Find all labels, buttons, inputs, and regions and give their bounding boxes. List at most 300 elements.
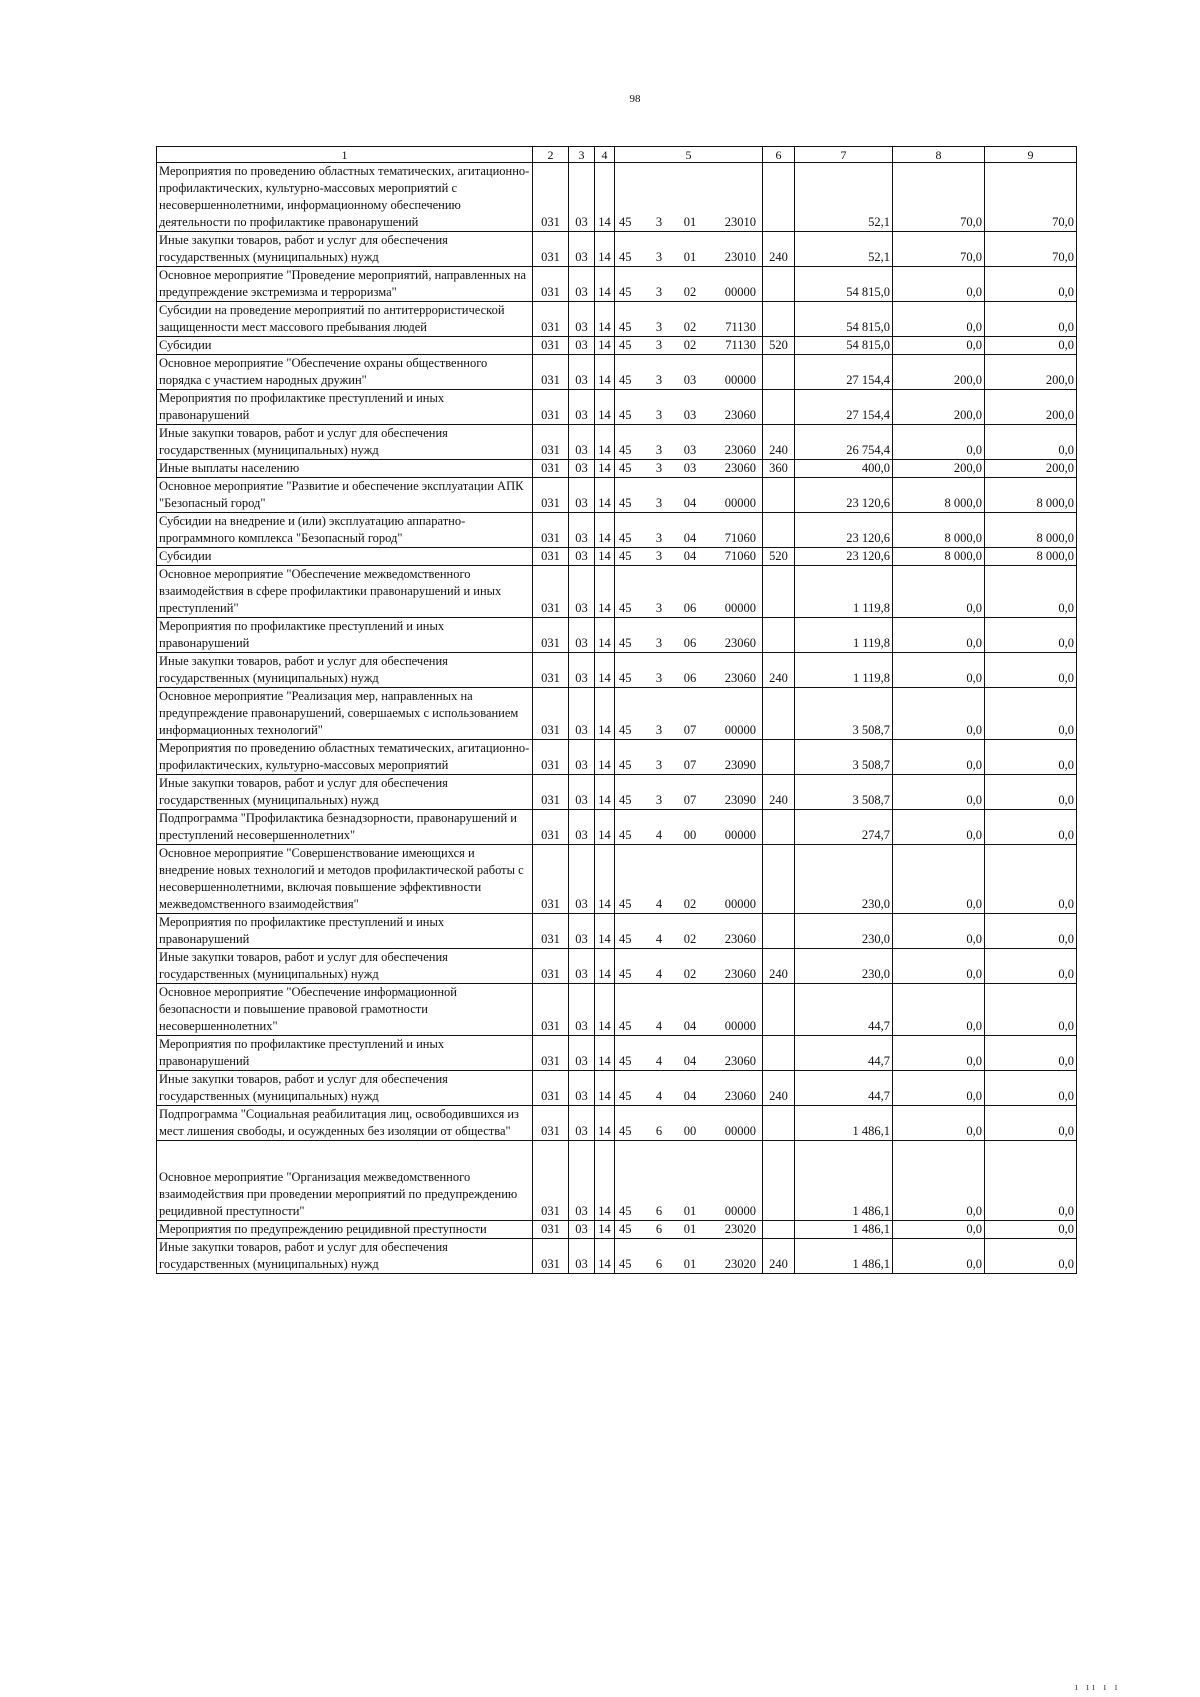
cell-col-5 <box>615 460 763 478</box>
code-part-p1: 45 <box>619 758 632 772</box>
code-part-p3: 02 <box>683 320 697 334</box>
row-name: Мероприятия по проведению областных тематических, агитационно-профилактических, культурно-массовых мероприятий с несовершеннолетними, информационному обеспечению деятельности по профилактике правонарушений <box>157 163 533 232</box>
cell-col-2: 031 <box>533 1036 569 1071</box>
target-article-code <box>617 827 760 844</box>
cell-col-2: 031 <box>533 1141 569 1221</box>
cell-col-6 <box>763 740 795 775</box>
code-part-p3: 02 <box>683 338 697 352</box>
cell-col-9: 8 000,0 <box>985 478 1077 513</box>
cell-col-4: 14 <box>595 355 615 390</box>
cell-col-2: 031 <box>533 232 569 267</box>
cell-col-8: 70,0 <box>893 232 985 267</box>
cell-col-3: 03 <box>569 566 595 618</box>
code-part-p4: 00000 <box>724 285 756 299</box>
cell-col-3: 03 <box>569 548 595 566</box>
cell-col-2: 031 <box>533 984 569 1036</box>
cell-col-3: 03 <box>569 478 595 513</box>
cell-col-6: 240 <box>763 949 795 984</box>
cell-col-7: 230,0 <box>795 914 893 949</box>
row-name: Подпрограмма "Профилактика безнадзорности, правонарушений и преступлений несовершеннолетних" <box>157 810 533 845</box>
target-article-code <box>617 1221 760 1238</box>
code-part-p4: 23060 <box>724 967 756 981</box>
cell-col-3: 03 <box>569 914 595 949</box>
code-part-p2: 6 <box>655 1204 663 1218</box>
column-header-6: 6 <box>763 147 795 163</box>
cell-col-7: 3 508,7 <box>795 688 893 740</box>
code-part-p2: 3 <box>655 338 663 352</box>
cell-col-2: 031 <box>533 337 569 355</box>
code-part-p1: 45 <box>619 636 632 650</box>
cell-col-9: 0,0 <box>985 1221 1077 1239</box>
cell-col-2: 031 <box>533 775 569 810</box>
cell-col-6 <box>763 845 795 914</box>
cell-col-3: 03 <box>569 1036 595 1071</box>
cell-col-4: 14 <box>595 810 615 845</box>
target-article-code <box>617 1123 760 1140</box>
code-part-p2: 3 <box>655 443 663 457</box>
row-name: Основное мероприятие "Организация межведомственного взаимодействия при проведении мероприятий по предупреждению рецидивной преступности" <box>157 1141 533 1221</box>
cell-col-7: 44,7 <box>795 984 893 1036</box>
cell-col-3: 03 <box>569 1221 595 1239</box>
table-row <box>157 1221 1077 1239</box>
cell-col-5 <box>615 355 763 390</box>
table-row <box>157 425 1077 460</box>
code-part-p2: 3 <box>655 373 663 387</box>
code-part-p2: 3 <box>655 250 663 264</box>
cell-col-9: 8 000,0 <box>985 548 1077 566</box>
table-row <box>157 1036 1077 1071</box>
table-row <box>157 390 1077 425</box>
cell-col-5 <box>615 653 763 688</box>
cell-col-6 <box>763 1036 795 1071</box>
cell-col-6: 240 <box>763 775 795 810</box>
code-part-p4: 23060 <box>724 1089 756 1103</box>
code-part-p3: 03 <box>683 373 697 387</box>
cell-col-9: 70,0 <box>985 163 1077 232</box>
code-part-p3: 03 <box>683 461 697 475</box>
cell-col-6 <box>763 478 795 513</box>
cell-col-3: 03 <box>569 390 595 425</box>
cell-col-6 <box>763 302 795 337</box>
cell-col-8: 0,0 <box>893 1221 985 1239</box>
cell-col-9: 0,0 <box>985 653 1077 688</box>
code-part-p3: 01 <box>683 1257 697 1271</box>
row-name: Иные закупки товаров, работ и услуг для обеспечения государственных (муниципальных) нужд <box>157 949 533 984</box>
target-article-code <box>617 931 760 948</box>
cell-col-6: 360 <box>763 460 795 478</box>
cell-col-7: 23 120,6 <box>795 513 893 548</box>
code-part-p2: 3 <box>655 531 663 545</box>
cell-col-4: 14 <box>595 267 615 302</box>
code-part-p1: 45 <box>619 967 632 981</box>
cell-col-5 <box>615 1106 763 1141</box>
cell-col-7: 3 508,7 <box>795 775 893 810</box>
code-part-p4: 71130 <box>725 338 756 352</box>
cell-col-4: 14 <box>595 688 615 740</box>
code-part-p4: 00000 <box>724 601 756 615</box>
table-row <box>157 914 1077 949</box>
cell-col-3: 03 <box>569 355 595 390</box>
code-part-p4: 00000 <box>724 723 756 737</box>
code-part-p4: 23010 <box>724 215 756 229</box>
table-row <box>157 949 1077 984</box>
code-part-p2: 6 <box>655 1124 663 1138</box>
cell-col-4: 14 <box>595 740 615 775</box>
code-part-p4: 23060 <box>724 932 756 946</box>
cell-col-8: 0,0 <box>893 1071 985 1106</box>
target-article-code <box>617 670 760 687</box>
cell-col-4: 14 <box>595 1071 615 1106</box>
cell-col-3: 03 <box>569 302 595 337</box>
cell-col-3: 03 <box>569 775 595 810</box>
row-name: Основное мероприятие "Проведение мероприятий, направленных на предупреждение экстремизма и терроризма" <box>157 267 533 302</box>
row-name: Подпрограмма "Социальная реабилитация лиц, освободившихся из мест лишения свободы, и осужденных без изоляции от общества" <box>157 1106 533 1141</box>
cell-col-6 <box>763 688 795 740</box>
cell-col-3: 03 <box>569 1071 595 1106</box>
cell-col-9: 0,0 <box>985 688 1077 740</box>
cell-col-8: 0,0 <box>893 984 985 1036</box>
cell-col-2: 031 <box>533 1106 569 1141</box>
cell-col-5 <box>615 1036 763 1071</box>
cell-col-8: 0,0 <box>893 949 985 984</box>
code-part-p4: 23060 <box>724 636 756 650</box>
column-header-3: 3 <box>569 147 595 163</box>
target-article-code <box>617 896 760 913</box>
code-part-p4: 23090 <box>724 793 756 807</box>
code-part-p4: 23090 <box>724 758 756 772</box>
code-part-p3: 07 <box>683 723 697 737</box>
cell-col-7: 3 508,7 <box>795 740 893 775</box>
cell-col-2: 031 <box>533 425 569 460</box>
cell-col-9: 0,0 <box>985 618 1077 653</box>
cell-col-5 <box>615 390 763 425</box>
cell-col-9: 0,0 <box>985 337 1077 355</box>
cell-col-9: 200,0 <box>985 355 1077 390</box>
table-row <box>157 653 1077 688</box>
cell-col-3: 03 <box>569 984 595 1036</box>
cell-col-6: 240 <box>763 653 795 688</box>
cell-col-4: 14 <box>595 1106 615 1141</box>
cell-col-6 <box>763 914 795 949</box>
row-name: Субсидии <box>157 548 533 566</box>
code-part-p3: 01 <box>683 250 697 264</box>
cell-col-9: 0,0 <box>985 914 1077 949</box>
code-part-p3: 04 <box>683 496 697 510</box>
code-part-p2: 4 <box>655 967 663 981</box>
target-article-code <box>617 792 760 809</box>
cell-col-3: 03 <box>569 653 595 688</box>
cell-col-2: 031 <box>533 914 569 949</box>
code-part-p3: 06 <box>683 636 697 650</box>
cell-col-9: 0,0 <box>985 1071 1077 1106</box>
code-part-p3: 01 <box>683 215 697 229</box>
cell-col-8: 0,0 <box>893 740 985 775</box>
code-part-p1: 45 <box>619 601 632 615</box>
cell-col-7: 26 754,4 <box>795 425 893 460</box>
target-article-code <box>617 495 760 512</box>
row-name: Иные закупки товаров, работ и услуг для обеспечения государственных (муниципальных) нужд <box>157 232 533 267</box>
cell-col-5 <box>615 337 763 355</box>
column-header-5: 5 <box>615 147 763 163</box>
cell-col-8: 0,0 <box>893 618 985 653</box>
row-name: Основное мероприятие "Обеспечение межведомственного взаимодействия в сфере профилактики правонарушений и иных преступлений" <box>157 566 533 618</box>
table-row <box>157 1106 1077 1141</box>
target-article-code <box>617 757 760 774</box>
cell-col-9: 0,0 <box>985 984 1077 1036</box>
code-part-p3: 00 <box>683 1124 697 1138</box>
code-part-p3: 03 <box>683 443 697 457</box>
code-part-p1: 45 <box>619 549 632 563</box>
table-row <box>157 513 1077 548</box>
table-row <box>157 810 1077 845</box>
code-part-p3: 04 <box>683 531 697 545</box>
code-part-p2: 4 <box>655 897 663 911</box>
row-name: Основное мероприятие "Развитие и обеспечение эксплуатации АПК "Безопасный город" <box>157 478 533 513</box>
table-row <box>157 337 1077 355</box>
cell-col-2: 031 <box>533 1239 569 1274</box>
cell-col-7: 1 486,1 <box>795 1239 893 1274</box>
cell-col-2: 031 <box>533 566 569 618</box>
cell-col-3: 03 <box>569 1106 595 1141</box>
cell-col-4: 14 <box>595 232 615 267</box>
cell-col-4: 14 <box>595 460 615 478</box>
cell-col-8: 8 000,0 <box>893 513 985 548</box>
code-part-p2: 3 <box>655 285 663 299</box>
cell-col-2: 031 <box>533 267 569 302</box>
cell-col-2: 031 <box>533 653 569 688</box>
code-part-p2: 6 <box>655 1257 663 1271</box>
cell-col-7: 44,7 <box>795 1071 893 1106</box>
cell-col-6 <box>763 163 795 232</box>
code-part-p2: 3 <box>655 601 663 615</box>
header-row <box>157 147 1077 163</box>
row-name: Иные выплаты населению <box>157 460 533 478</box>
row-name: Основное мероприятие "Обеспечение информационной безопасности и повышение правовой грамотности несовершеннолетних" <box>157 984 533 1036</box>
target-article-code <box>617 442 760 459</box>
cell-col-2: 031 <box>533 460 569 478</box>
cell-col-8: 0,0 <box>893 1141 985 1221</box>
code-part-p2: 3 <box>655 320 663 334</box>
code-part-p1: 45 <box>619 496 632 510</box>
table-row <box>157 845 1077 914</box>
scan-marks: ı ıı ı ı <box>1075 1682 1121 1693</box>
table-row <box>157 566 1077 618</box>
code-part-p3: 02 <box>683 285 697 299</box>
cell-col-8: 0,0 <box>893 425 985 460</box>
cell-col-9: 0,0 <box>985 810 1077 845</box>
table-row <box>157 1071 1077 1106</box>
code-part-p3: 06 <box>683 601 697 615</box>
cell-col-6: 240 <box>763 232 795 267</box>
row-name: Основное мероприятие "Совершенствование имеющихся и внедрение новых технологий и методов профилактической работы с несовершеннолетними, включая повышение эффективности межведомственного взаимодействия" <box>157 845 533 914</box>
cell-col-5 <box>615 949 763 984</box>
code-part-p1: 45 <box>619 671 632 685</box>
row-name: Мероприятия по проведению областных тематических, агитационно-профилактических, культурно-массовых мероприятий <box>157 740 533 775</box>
target-article-code <box>617 407 760 424</box>
column-header-1: 1 <box>157 147 533 163</box>
code-part-p1: 45 <box>619 1124 632 1138</box>
cell-col-3: 03 <box>569 1141 595 1221</box>
cell-col-8: 0,0 <box>893 302 985 337</box>
cell-col-9: 0,0 <box>985 267 1077 302</box>
cell-col-5 <box>615 548 763 566</box>
cell-col-8: 0,0 <box>893 1036 985 1071</box>
row-name: Иные закупки товаров, работ и услуг для обеспечения государственных (муниципальных) нужд <box>157 1239 533 1274</box>
cell-col-3: 03 <box>569 618 595 653</box>
table-row <box>157 267 1077 302</box>
code-part-p4: 00000 <box>724 1124 756 1138</box>
cell-col-9: 0,0 <box>985 302 1077 337</box>
cell-col-4: 14 <box>595 775 615 810</box>
cell-col-6 <box>763 618 795 653</box>
table-row <box>157 688 1077 740</box>
cell-col-8: 70,0 <box>893 163 985 232</box>
column-header-8: 8 <box>893 147 985 163</box>
page-number: 98 <box>629 93 641 105</box>
code-part-p4: 00000 <box>724 897 756 911</box>
cell-col-6 <box>763 566 795 618</box>
cell-col-5 <box>615 267 763 302</box>
table-row <box>157 478 1077 513</box>
code-part-p1: 45 <box>619 408 632 422</box>
budget-table <box>156 146 1077 1274</box>
cell-col-8: 200,0 <box>893 390 985 425</box>
target-article-code <box>617 214 760 231</box>
cell-col-6: 240 <box>763 1071 795 1106</box>
cell-col-9: 0,0 <box>985 566 1077 618</box>
cell-col-3: 03 <box>569 425 595 460</box>
target-article-code <box>617 1256 760 1273</box>
row-name: Мероприятия по профилактике преступлений и иных правонарушений <box>157 390 533 425</box>
code-part-p2: 3 <box>655 549 663 563</box>
target-article-code <box>617 319 760 336</box>
cell-col-7: 400,0 <box>795 460 893 478</box>
cell-col-5 <box>615 566 763 618</box>
code-part-p1: 45 <box>619 285 632 299</box>
code-part-p4: 23010 <box>724 250 756 264</box>
cell-col-2: 031 <box>533 618 569 653</box>
code-part-p4: 71060 <box>724 531 756 545</box>
cell-col-6 <box>763 984 795 1036</box>
table-row <box>157 163 1077 232</box>
code-part-p1: 45 <box>619 320 632 334</box>
cell-col-9: 0,0 <box>985 740 1077 775</box>
cell-col-9: 8 000,0 <box>985 513 1077 548</box>
cell-col-2: 031 <box>533 845 569 914</box>
code-part-p4: 23060 <box>724 1054 756 1068</box>
table-body <box>157 163 1077 1274</box>
code-part-p3: 02 <box>683 932 697 946</box>
cell-col-8: 0,0 <box>893 810 985 845</box>
code-part-p2: 4 <box>655 1054 663 1068</box>
code-part-p4: 23020 <box>724 1257 756 1271</box>
cell-col-5 <box>615 845 763 914</box>
code-part-p3: 02 <box>683 897 697 911</box>
cell-col-5 <box>615 1071 763 1106</box>
target-article-code <box>617 1088 760 1105</box>
cell-col-3: 03 <box>569 740 595 775</box>
cell-col-2: 031 <box>533 548 569 566</box>
cell-col-2: 031 <box>533 1071 569 1106</box>
table-row <box>157 618 1077 653</box>
cell-col-4: 14 <box>595 653 615 688</box>
row-name: Мероприятия по профилактике преступлений и иных правонарушений <box>157 914 533 949</box>
cell-col-3: 03 <box>569 688 595 740</box>
target-article-code <box>617 966 760 983</box>
code-part-p3: 03 <box>683 408 697 422</box>
code-part-p4: 00000 <box>724 373 756 387</box>
cell-col-8: 0,0 <box>893 845 985 914</box>
cell-col-4: 14 <box>595 163 615 232</box>
cell-col-5 <box>615 618 763 653</box>
cell-col-7: 1 119,8 <box>795 653 893 688</box>
cell-col-5 <box>615 775 763 810</box>
cell-col-7: 1 486,1 <box>795 1141 893 1221</box>
code-part-p3: 01 <box>683 1204 697 1218</box>
cell-col-9: 0,0 <box>985 1106 1077 1141</box>
target-article-code <box>617 530 760 547</box>
cell-col-8: 8 000,0 <box>893 478 985 513</box>
cell-col-4: 14 <box>595 566 615 618</box>
cell-col-6 <box>763 1106 795 1141</box>
code-part-p1: 45 <box>619 443 632 457</box>
cell-col-9: 0,0 <box>985 1141 1077 1221</box>
cell-col-9: 0,0 <box>985 845 1077 914</box>
row-name: Субсидии на проведение мероприятий по антитеррористической защищенности мест массового пребывания людей <box>157 302 533 337</box>
code-part-p4: 00000 <box>724 1204 756 1218</box>
cell-col-6 <box>763 810 795 845</box>
cell-col-4: 14 <box>595 1141 615 1221</box>
code-part-p2: 3 <box>655 636 663 650</box>
cell-col-6: 520 <box>763 548 795 566</box>
cell-col-8: 0,0 <box>893 688 985 740</box>
code-part-p4: 00000 <box>724 496 756 510</box>
cell-col-4: 14 <box>595 513 615 548</box>
code-part-p3: 00 <box>683 828 697 842</box>
table-row <box>157 775 1077 810</box>
code-part-p2: 3 <box>655 215 663 229</box>
code-part-p2: 3 <box>655 408 663 422</box>
cell-col-7: 54 815,0 <box>795 337 893 355</box>
target-article-code <box>617 600 760 617</box>
cell-col-3: 03 <box>569 810 595 845</box>
cell-col-3: 03 <box>569 460 595 478</box>
target-article-code <box>617 337 760 354</box>
code-part-p2: 4 <box>655 1089 663 1103</box>
cell-col-6 <box>763 355 795 390</box>
cell-col-9: 0,0 <box>985 1239 1077 1274</box>
row-name: Основное мероприятие "Реализация мер, направленных на предупреждение правонарушений, совершаемых с использованием информационных технологий" <box>157 688 533 740</box>
cell-col-7: 230,0 <box>795 949 893 984</box>
cell-col-9: 0,0 <box>985 425 1077 460</box>
table-row <box>157 1141 1077 1221</box>
code-part-p1: 45 <box>619 215 632 229</box>
code-part-p1: 45 <box>619 793 632 807</box>
cell-col-5 <box>615 1141 763 1221</box>
cell-col-8: 0,0 <box>893 914 985 949</box>
cell-col-4: 14 <box>595 425 615 460</box>
cell-col-5 <box>615 232 763 267</box>
target-article-code <box>617 284 760 301</box>
cell-col-4: 14 <box>595 1239 615 1274</box>
row-name: Субсидии <box>157 337 533 355</box>
code-part-p3: 01 <box>683 1222 697 1236</box>
table-row <box>157 460 1077 478</box>
cell-col-5 <box>615 1239 763 1274</box>
code-part-p2: 3 <box>655 793 663 807</box>
code-part-p2: 3 <box>655 758 663 772</box>
code-part-p1: 45 <box>619 1204 632 1218</box>
